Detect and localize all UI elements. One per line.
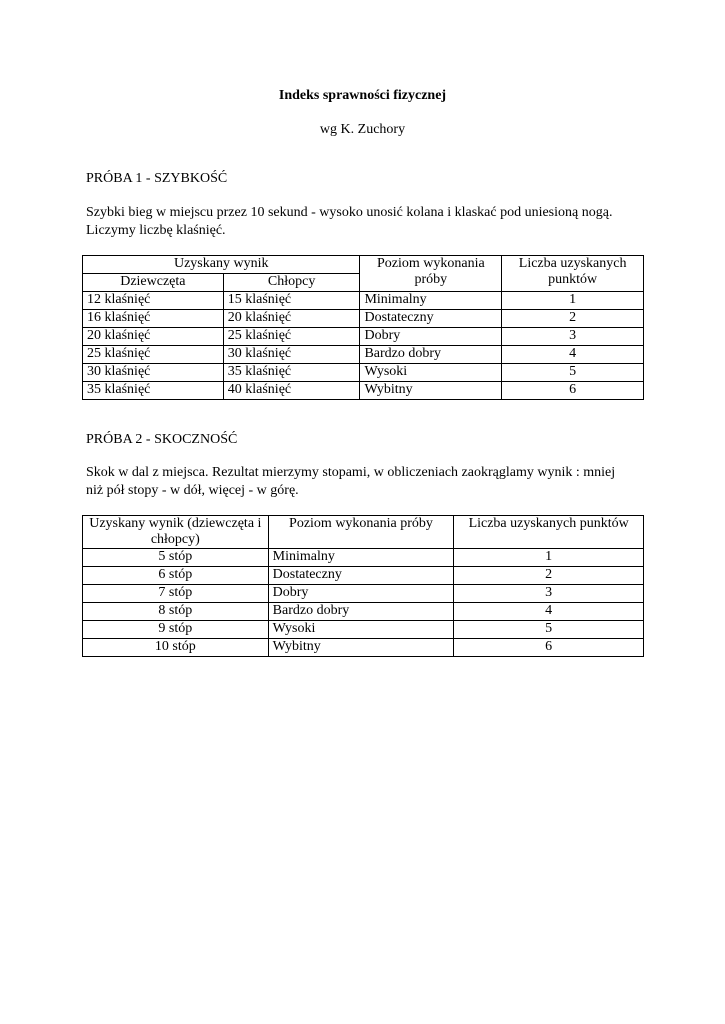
cell-points: 6	[454, 639, 644, 657]
proba2-heading: PRÓBA 2 - SKOCZNOŚĆ	[86, 432, 238, 447]
document-title: Indeks sprawności fizycznej	[278, 88, 447, 103]
table-row	[83, 328, 644, 346]
header-result: Uzyskany wynik (dziewczęta i chłopcy)	[83, 516, 269, 549]
cell-boys: 15 klaśnięć	[223, 292, 360, 310]
cell-level: Dostateczny	[360, 310, 502, 328]
cell-level: Dobry	[360, 328, 502, 346]
cell-points: 5	[502, 364, 644, 382]
proba2-description	[86, 464, 646, 500]
table-row	[83, 585, 644, 603]
cell-girls: 30 klaśnięć	[83, 364, 224, 382]
header-level: Poziom wykonania próby	[360, 256, 502, 292]
cell-result: 7 stóp	[83, 585, 269, 603]
header-result: Uzyskany wynik	[83, 256, 360, 274]
table-row	[83, 549, 644, 567]
table-row	[83, 364, 644, 382]
cell-level: Dobry	[268, 585, 454, 603]
table-row	[83, 292, 644, 310]
subheader-boys: Chłopcy	[223, 274, 360, 292]
header-points: Liczba uzyskanych punktów	[502, 256, 644, 292]
cell-result: 8 stóp	[83, 603, 269, 621]
proba1-description	[86, 204, 646, 240]
cell-level: Wybitny	[360, 382, 502, 400]
cell-level: Wysoki	[360, 364, 502, 382]
cell-points: 4	[454, 603, 644, 621]
proba2-table	[82, 515, 644, 657]
cell-boys: 40 klaśnięć	[223, 382, 360, 400]
proba1-description-line1: Szybki bieg w miejscu przez 10 sekund - wysoko unosić kolana i klaskać pod uniesioną nogą.	[86, 205, 613, 220]
cell-girls: 35 klaśnięć	[83, 382, 224, 400]
cell-points: 1	[502, 292, 644, 310]
cell-level: Bardzo dobry	[360, 346, 502, 364]
document-author: wg K. Zuchory	[319, 122, 406, 137]
table-row	[83, 621, 644, 639]
cell-level: Minimalny	[268, 549, 454, 567]
cell-points: 3	[454, 585, 644, 603]
cell-boys: 30 klaśnięć	[223, 346, 360, 364]
table-header-row	[83, 516, 644, 549]
proba1-description-line2: Liczymy liczbę klaśnięć.	[86, 223, 226, 238]
proba2-description-line2: niż pół stopy - w dół, więcej - w górę.	[86, 483, 299, 498]
cell-girls: 16 klaśnięć	[83, 310, 224, 328]
table-row	[83, 639, 644, 657]
cell-points: 1	[454, 549, 644, 567]
proba1-table	[82, 255, 644, 400]
cell-girls: 12 klaśnięć	[83, 292, 224, 310]
table-row	[83, 382, 644, 400]
subheader-girls: Dziewczęta	[83, 274, 224, 292]
cell-level: Minimalny	[360, 292, 502, 310]
cell-girls: 25 klaśnięć	[83, 346, 224, 364]
cell-points: 5	[454, 621, 644, 639]
header-level: Poziom wykonania próby	[268, 516, 454, 549]
cell-girls: 20 klaśnięć	[83, 328, 224, 346]
proba2-description-line1: Skok w dal z miejsca. Rezultat mierzymy stopami, w obliczeniach zaokrąglamy wynik : mniej	[86, 465, 616, 480]
cell-level: Bardzo dobry	[268, 603, 454, 621]
table-row	[83, 567, 644, 585]
table-row	[83, 310, 644, 328]
header-points: Liczba uzyskanych punktów	[454, 516, 644, 549]
table-header-row	[83, 256, 644, 274]
table-row	[83, 346, 644, 364]
cell-points: 6	[502, 382, 644, 400]
cell-boys: 20 klaśnięć	[223, 310, 360, 328]
cell-points: 2	[454, 567, 644, 585]
cell-result: 10 stóp	[83, 639, 269, 657]
cell-boys: 35 klaśnięć	[223, 364, 360, 382]
cell-result: 9 stóp	[83, 621, 269, 639]
cell-result: 6 stóp	[83, 567, 269, 585]
cell-level: Dostateczny	[268, 567, 454, 585]
proba1-heading: PRÓBA 1 - SZYBKOŚĆ	[86, 171, 228, 186]
cell-result: 5 stóp	[83, 549, 269, 567]
cell-points: 2	[502, 310, 644, 328]
cell-boys: 25 klaśnięć	[223, 328, 360, 346]
cell-points: 4	[502, 346, 644, 364]
cell-level: Wysoki	[268, 621, 454, 639]
cell-level: Wybitny	[268, 639, 454, 657]
table-row	[83, 603, 644, 621]
cell-points: 3	[502, 328, 644, 346]
